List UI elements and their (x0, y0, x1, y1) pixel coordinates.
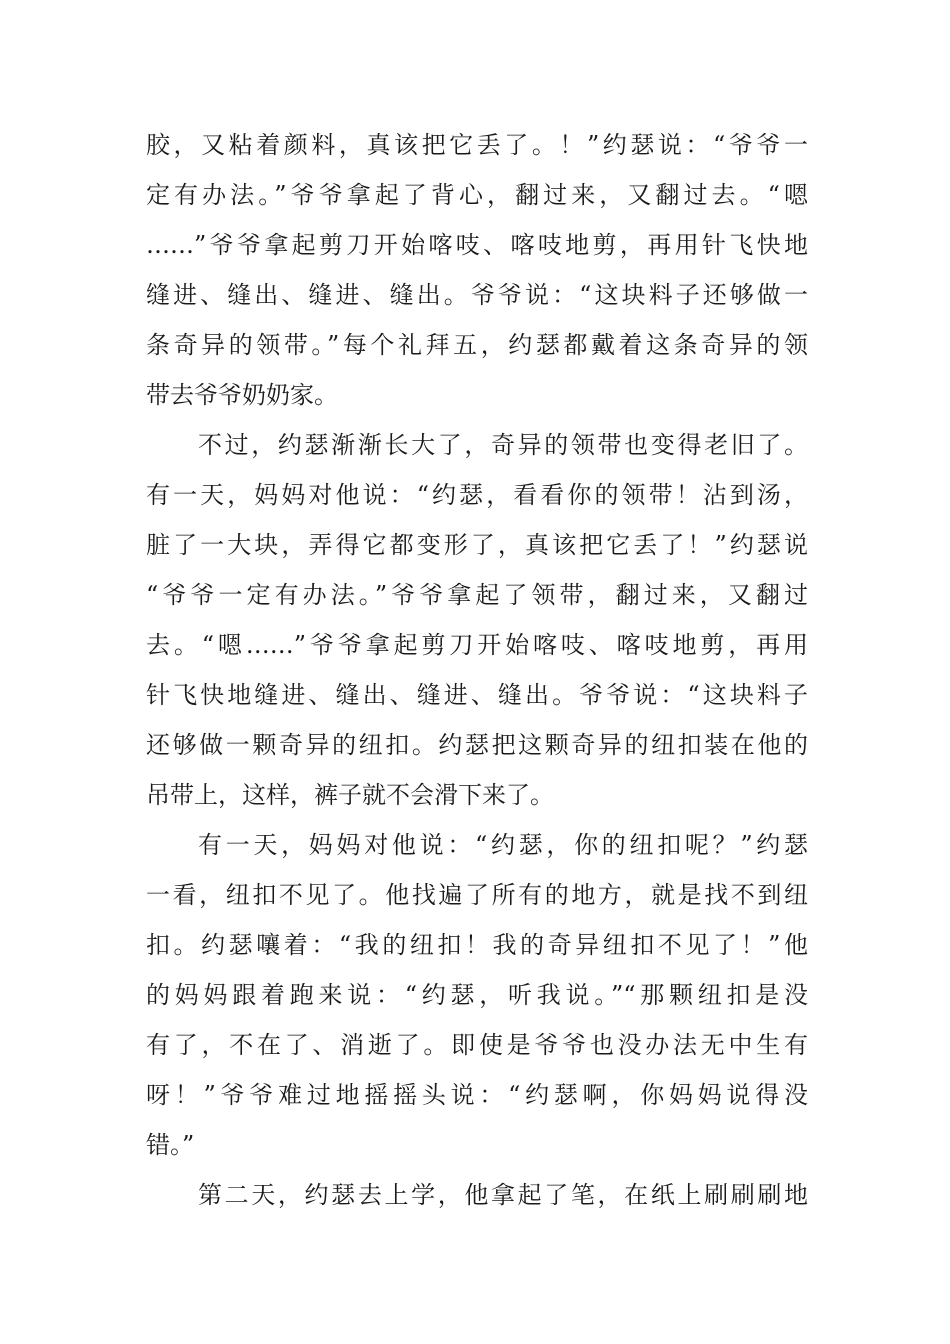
text-line: 扣。约瑟嚷着：“我的纽扣！我的奇异纽扣不见了！”他 (146, 931, 808, 959)
paragraph-first-line: 不过，约瑟渐渐长大了，奇异的领带也变得老旧了。 (198, 431, 808, 459)
paragraph-first-line: 第二天，约瑟去上学，他拿起了笔，在纸上刷刷刷地 (198, 1181, 808, 1209)
text-line: 去。“嗯……”爷爷拿起剪刀开始喀吱、喀吱地剪，再用 (146, 631, 808, 659)
text-line: 脏了一大块，弄得它都变形了，真该把它丢了！”约瑟说 (146, 531, 808, 559)
text-line: “爷爷一定有办法。”爷爷拿起了领带，翻过来，又翻过 (146, 581, 808, 609)
text-line: 条奇异的领带。”每个礼拜五，约瑟都戴着这条奇异的领 (146, 331, 808, 359)
text-line: 有一天，妈妈对他说：“约瑟，看看你的领带！沾到汤， (146, 481, 808, 509)
story-text (146, 128, 808, 1228)
text-line: 针飞快地缝进、缝出、缝进、缝出。爷爷说：“这块料子 (146, 681, 808, 709)
text-line: 一看，纽扣不见了。他找遍了所有的地方，就是找不到纽 (146, 881, 808, 909)
text-line: 带去爷爷奶奶家。 (146, 381, 338, 409)
text-line: 还够做一颗奇异的纽扣。约瑟把这颗奇异的纽扣装在他的 (146, 731, 808, 759)
text-line: 胶，又粘着颜料，真该把它丢了。！”约瑟说：“爷爷一 (146, 131, 808, 159)
paragraph-first-line: 有一天，妈妈对他说：“约瑟，你的纽扣呢？”约瑟 (198, 831, 808, 859)
text-line: 缝进、缝出、缝进、缝出。爷爷说：“这块料子还够做一 (146, 281, 808, 309)
text-line: 错。” (146, 1131, 195, 1159)
text-line: 呀！”爷爷难过地摇摇头说：“约瑟啊，你妈妈说得没 (146, 1081, 808, 1109)
text-line: 定有办法。”爷爷拿起了背心，翻过来，又翻过去。“嗯 (146, 181, 808, 209)
text-line: 有了，不在了、消逝了。即使是爷爷也没办法无中生有 (146, 1031, 808, 1059)
text-line: 的妈妈跟着跑来说：“约瑟，听我说。”“那颗纽扣是没 (146, 981, 808, 1009)
text-line: ……”爷爷拿起剪刀开始喀吱、喀吱地剪，再用针飞快地 (146, 231, 808, 259)
text-line: 吊带上，这样，裤子就不会滑下来了。 (146, 781, 554, 809)
